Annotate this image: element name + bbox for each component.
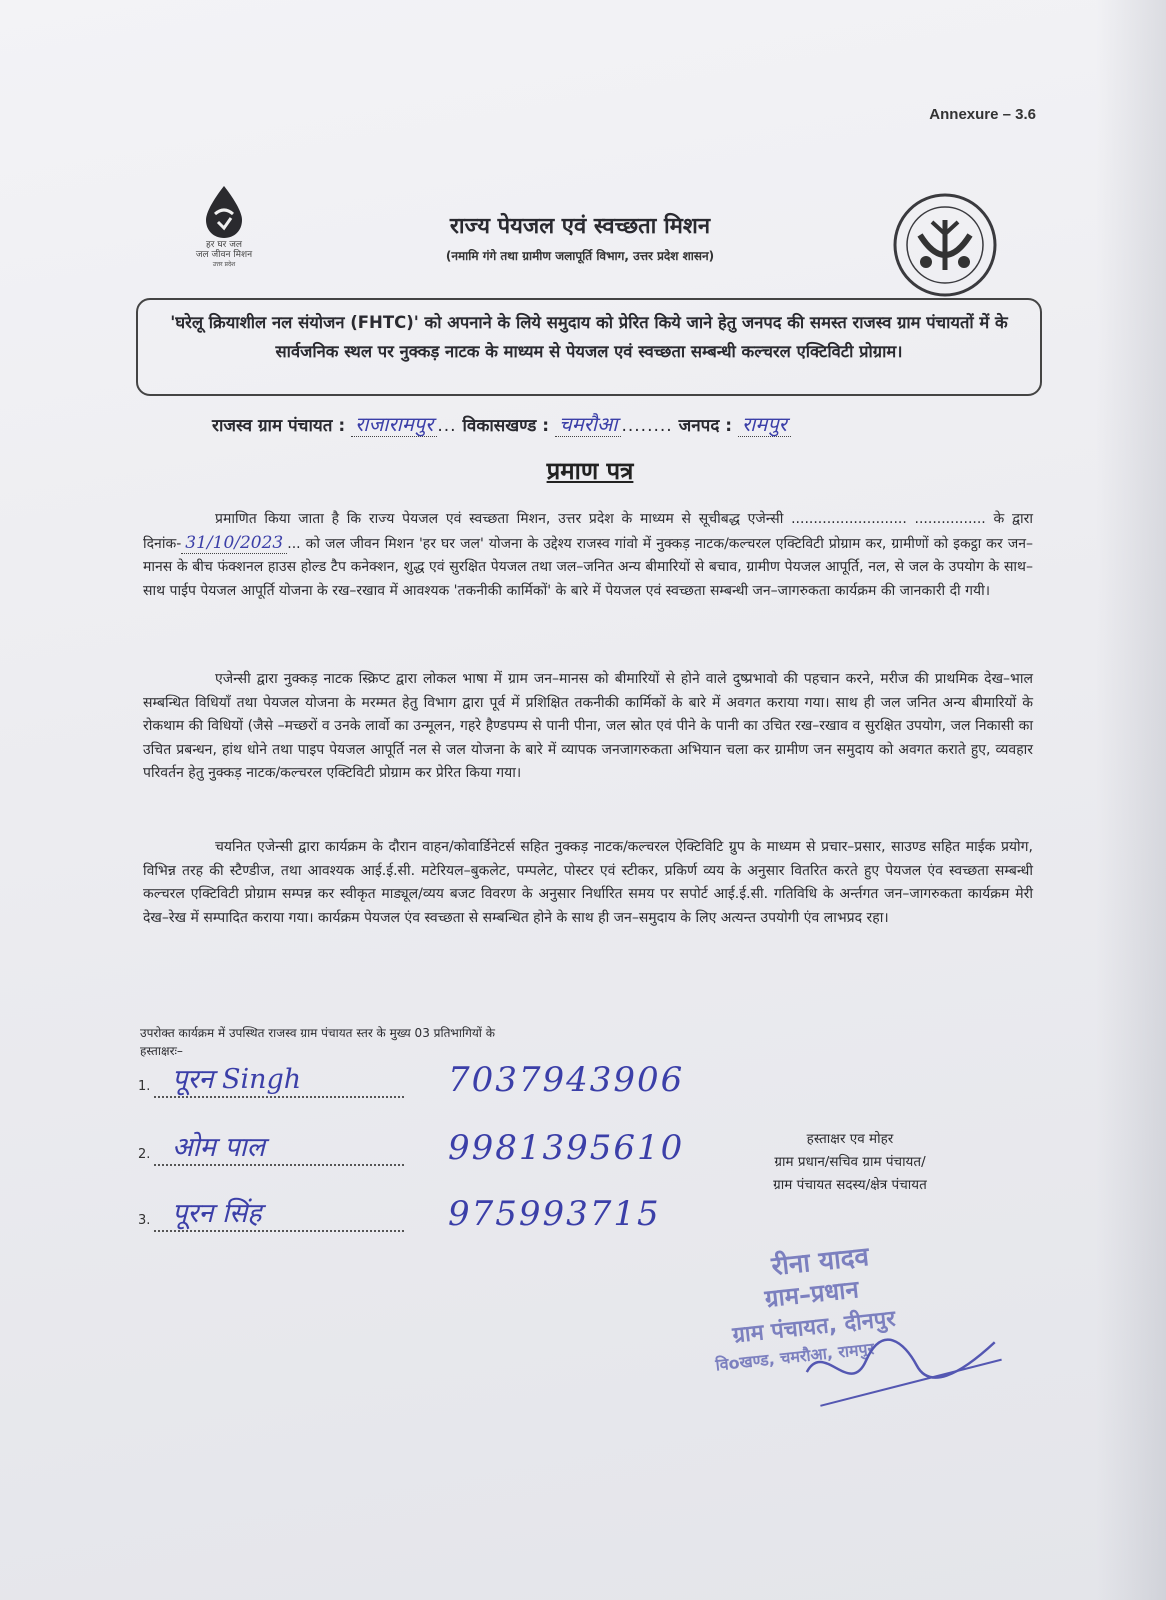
logo-caption-3: उत्तर प्रदेश — [212, 261, 236, 268]
gram-panchayat-value: राजारामपुर — [351, 412, 437, 437]
stamp-line-2: ग्राम–प्रधान — [763, 1275, 860, 1313]
participant-row — [138, 1124, 698, 1168]
paragraph-1 — [143, 508, 1033, 603]
stamp-line-4: विoखण्ड, चमरौआ, रामपुर — [714, 1338, 875, 1375]
participant-number: 2. — [138, 1147, 151, 1162]
water-drop-logo-icon — [200, 184, 248, 240]
participants-intro — [140, 1024, 680, 1060]
paragraph-3: चयनित एजेन्सी द्वारा कार्यक्रम के दौरान वाहन/कोवार्डिनेटर्स सहित नुक्कड़ नाटक/कल्चरल ऐक्टिविटि ग्रुप के माध्यम से प्रचार–प्रसार, साउण्ड सहित माईक प्रयोग, विभिन्न तरह की स्टैण्डीज, तथा आवश्यक आई.ई.सी. मटेरियल–बुकलेट, पम्पलेट, पोस्टर एवं स्टीकर, प्रकिर्ण व्यय के अनुसार वितरित करते हुए पेयजल एंव स्वच्छता सम्बन्धी कल्चरल एक्टिविटी प्रोग्राम सम्पन्न कर स्वीकृत माड्यूल/व्यय बजट विवरण के अनुसार निर्धारित समय पर सपोर्ट आई.ई.सी. गतिविधि के अर्न्तगत जन–जागरुकता कार्यक्रम मेरी देख–रेख में सम्पादित कराया गया। कार्यक्रम पेयजल एंव स्वच्छता से सम्बन्धित होने के साथ ही जन–समुदाय के लिए अत्यन्त उपयोगी एंव लाभप्रद रहा। — [143, 839, 1033, 926]
participant-phone: 975993715 — [448, 1194, 661, 1234]
participant-phone: 7037943906 — [448, 1060, 685, 1100]
participant-row — [138, 1190, 698, 1234]
block-value: चमरौआ — [555, 412, 621, 437]
location-line: राजस्व ग्राम पंचायत : राजारामपुर ... विकासखण्ड : चमरौआ ........ जनपद : रामपुर — [212, 410, 992, 437]
district-label: जनपद : — [678, 416, 733, 436]
signatory-line-3: ग्राम पंचायत सदस्य/क्षेत्र पंचायत — [773, 1177, 927, 1193]
program-date: 31/10/2023 — [181, 533, 287, 554]
page-title: राज्य पेयजल एवं स्वच्छता मिशन — [449, 214, 711, 239]
participant-number: 3. — [138, 1213, 151, 1228]
uttar-pradesh-emblem-icon — [890, 190, 1000, 300]
program-description-text: 'घरेलू क्रियाशील नल संयोजन (FHTC)' को अपनाने के लिये समुदाय को प्रेरित किये जाने हेतु जनपद की समस्त राजस्व ग्राम पंचायतों में के सार्वजनिक स्थल पर नुक्कड़ नाटक के माध्यम से पेयजल एवं स्वच्छता सम्बन्धी कल्चरल एक्टिविटी प्रोग्राम। — [170, 313, 1008, 361]
paragraph-1-part-2: ... को जल जीवन मिशन 'हर घर जल' योजना के उद्देश्य राजस्व गांवो में नुक्कड़ नाटक/कल्चरल एक्टिविटी प्रोग्राम कर, ग्रामीणों को इकट्ठा कर जन–मानस के बीच फंक्शनल हाउस होल्ड टैप कनेक्शन, शुद्ध एवं सुरक्षित पेयजल तथा जल–जनित अन्य बीमारियों से बचाव, ग्रामीण पेयजल आपूर्ति, नल, से जल के उपयोग के साथ–साथ पाईप पेयजल आपूर्ति योजना के रख–रखाव में आवश्यक 'तकनीकी कार्मिकों' के बारे में पेयजल एवं स्वच्छता सम्बन्धी जन–जागरुकता कार्यक्रम की जानकारी दी गयी। — [143, 535, 1033, 599]
participant-phone: 9981395610 — [448, 1128, 685, 1168]
participants-intro-line-2: हस्ताक्षरः– — [140, 1044, 183, 1058]
page-shadow — [1096, 0, 1166, 1600]
participant-signature: पूरन Singh — [154, 1059, 404, 1098]
participant-signature: ओम पाल — [154, 1127, 404, 1166]
gram-panchayat-label: राजस्व ग्राम पंचायत : — [212, 416, 346, 436]
jal-jeevan-mission-logo — [178, 184, 270, 274]
stamp-line-1: रीना यादव — [770, 1242, 871, 1283]
stamp-line-3: ग्राम पंचायत, दीनपुर — [731, 1306, 897, 1349]
logo-caption-1: हर घर जल — [206, 240, 242, 250]
certificate-title: प्रमाण पत्र — [546, 457, 634, 485]
signatory-line-1: हस्ताक्षर एव मोहर — [806, 1131, 894, 1147]
participant-signature: पूरन सिंह — [154, 1193, 404, 1232]
signatory-line-2: ग्राम प्रधान/सचिव ग्राम पंचायत/ — [774, 1154, 926, 1170]
annexure-label: Annexure – 3.6 — [929, 106, 1036, 123]
participant-row — [138, 1056, 698, 1100]
participants-intro-line-1: उपरोक्त कार्यक्रम में उपस्थित राजस्व ग्राम पंचायत स्तर के मुख्य 03 प्रतिभागियों के — [140, 1026, 495, 1040]
pradhan-stamp — [704, 1223, 1020, 1423]
signatory-block — [700, 1128, 1000, 1197]
paragraph-1-part-1: प्रमाणित किया जाता है कि राज्य पेयजल एवं स्वच्छता मिशन, उत्तर प्रदेश के माध्यम से सूचीबद्ध एजेन्सी .......................... ................ के द्वारा दिनांक- — [143, 511, 1033, 552]
logo-caption-2: जल जीवन मिशन — [195, 250, 253, 260]
page-subtitle: (नमामि गंगे तथा ग्रामीण जलापूर्ति विभाग, उत्तर प्रदेश शासन) — [445, 249, 715, 263]
district-value: रामपुर — [738, 412, 791, 437]
block-label: विकासखण्ड : — [462, 416, 550, 436]
program-description-box — [136, 298, 1042, 396]
participant-number: 1. — [138, 1079, 151, 1094]
paragraph-2: एजेन्सी द्वारा नुक्कड़ नाटक स्क्रिप्ट द्वारा लोकल भाषा में ग्राम जन–मानस को बीमारियों से होने वाले दुष्प्रभावो की पहचान करने, मरीज की प्राथमिक देख–भाल सम्बन्धित विधियाँ तथा पेयजल योजना के मरम्मत हेतु विभाग द्वारा पूर्व में प्रशिक्षित तकनीकी कार्मिकों के बारे में अवगत कराया गया। साथ ही जल जनित अन्य बीमारियों के रोकथाम की विधियों (जैसे –मच्छरों व उनके लार्वो का उन्मूलन, गहरे हैण्डपम्प से पानी पीना, जल स्रोत एवं पीने के पानी का उचित रख–रखाव व सुरक्षित उपयोग, जल निकासी का उचित प्रबन्धन, हांथ धोने तथा पाइप पेयजल आपूर्ति नल से जल योजना के बारे में व्यापक जनजागरुकता अभियान चला कर ग्रामीण जन समुदाय को अवगत कराते हुए, व्यवहार परिवर्तन हेतु नुक्कड़ नाटक/कल्चरल एक्टिविटी प्रोग्राम कर प्रेरित किया गया। — [143, 671, 1033, 781]
